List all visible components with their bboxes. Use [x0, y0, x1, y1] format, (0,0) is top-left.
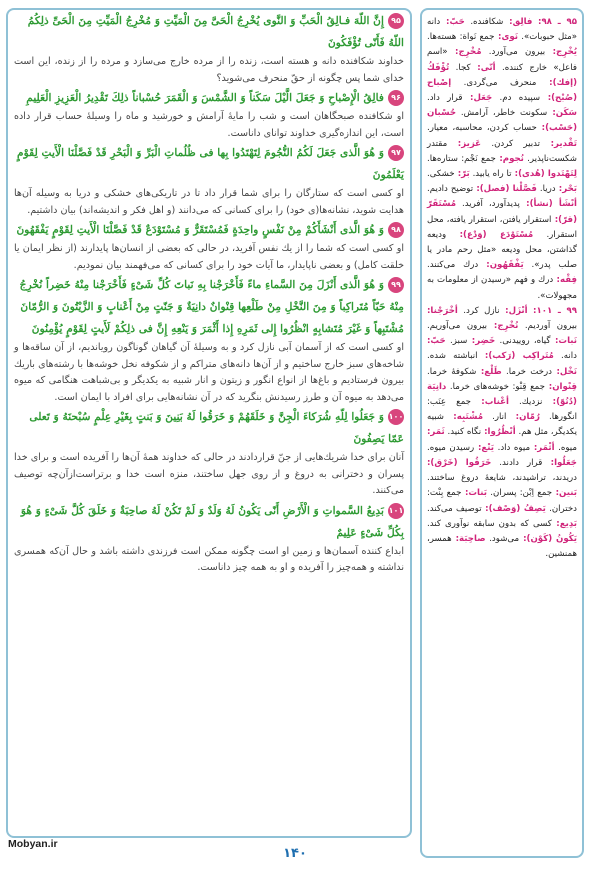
- vocab-definition: جمع بِنْت: دختران.: [427, 488, 578, 514]
- vocab-definition: بيرون مى‌آوريم.: [427, 321, 488, 332]
- vocab-word: خَضِر:: [467, 336, 496, 347]
- vocab-definition: دانه.: [553, 351, 577, 362]
- vocab-definition: توضيح داديم.: [427, 184, 474, 195]
- verse-number-badge: ۹۵: [388, 13, 404, 29]
- vocab-definition: همسر، همنشين.: [427, 533, 577, 560]
- verse-translation: خداوند شكافنده دانه و هسته است، زنده را از مرده خارج مى‌سازد و مرده را از زنده، اين است خداى شما پس چگونه از حقّ منحرف مى‌شويد؟: [14, 56, 404, 84]
- vocab-definition: دريا.: [536, 184, 556, 195]
- vocab-definition: تا راه يابيد.: [469, 169, 512, 180]
- vocab-definition: مى‌شود.: [485, 533, 520, 544]
- vocab-word: أنْظُرُوا:: [481, 427, 516, 438]
- verse-number-badge: ۹۹: [388, 277, 404, 293]
- vocab-word: فِقْه:: [553, 275, 578, 286]
- vocab-word: عَزيز:: [447, 138, 482, 149]
- vocab-word: أخْرَجْنا:: [427, 305, 458, 316]
- vocab-definition: گياه، روييدنى.: [495, 336, 551, 347]
- vocab-word: أنْشَأ (نشأ):: [519, 199, 577, 210]
- verse-arabic-text: وَ هُوَ الَّذى أَنْشَأَكُمْ مِنْ نَفْسٍ واحِدَةٍ فَمُسْتَقَرٌّ وَ مُسْتَوْدَعٌ قَدْ فَصَّلْنَا الْأَيتِ لِقَوْمٍ يَفْقَهُونَ: [16, 223, 384, 236]
- vocab-word: يَصِفُ (وَصْف):: [481, 503, 546, 514]
- verse-arabic-text: وَ هُوَ الَّذى جَعَلَ لَكُمُ النُّجُومَ لِتَهْتَدُوا بِها فى ظُلُماتِ الْبَرِّ وَ الْبَحْرِ قَدْ فَصَّلْنَا الْأَيتِ لِقَوْمٍ يَعْلَمُونَ: [17, 146, 404, 181]
- vocab-definition: نزديك.: [508, 397, 543, 408]
- verse-arabic-text: إِنَّ اللّهَ فـالِقُ الْحَبِّ وَ النَّوى يُخْرِجُ الْحَىَّ مِنَ الْمَيِّتِ وَ مُخْرِجُ الْمَيِّتِ مِنَ الْحَىِّ ذلِكُمُ اللّهُ فَأَنّى تُؤْفَكُونَ: [27, 14, 404, 49]
- vocab-word: نَبات:: [550, 336, 578, 347]
- vocab-word: إصْباح (صُبْح):: [427, 77, 577, 104]
- vocab-definition: نازل كرد.: [457, 305, 500, 316]
- vocab-definition: جمع نَواة: هسته‌ها.: [427, 32, 495, 43]
- vocab-word: نُخْرِج:: [487, 321, 519, 332]
- vocab-definition: درك مى‌كنند.: [427, 260, 479, 271]
- vocab-definition: دريدند، تراشيدند، شايعهٔ دروغ ساختند.: [427, 473, 577, 484]
- vocab-definition: نگاه كنيد.: [444, 427, 482, 438]
- vocab-definition: بيرون آورديم.: [518, 321, 577, 332]
- vocabulary-section-1: [427, 15, 577, 304]
- verse-number-badge: ۱۰۰: [388, 409, 404, 425]
- vocab-definition: سبز.: [445, 336, 468, 347]
- vocabulary-section-heading: ۹۵ ـ ۹۸:: [538, 17, 578, 27]
- vocab-definition: مقتدر شكست‌ناپذير.: [427, 138, 577, 164]
- vocab-definition: بيرون مى‌آورد.: [481, 47, 546, 58]
- vocab-word: بَدِيع:: [551, 518, 578, 529]
- vocab-definition: جمع نَجْم: ستاره‌ها.: [427, 153, 496, 164]
- verse-arabic-text: بَدِيعُ السَّمواتِ وَ الْأَرْضِ أَنّى يَكُونُ لَهُ وَلَدٌ وَ لَمْ تَكُنْ لَهُ صاحِبَةٌ وَ خَلَقَ كُلَّ شَىْءٍ وَ هُوَ بِكُلِّ شَىْءٍ عَلِيمٌ: [20, 503, 404, 539]
- vocab-definition: انباشته شده.: [427, 351, 478, 362]
- vocab-definition: درخت خرما.: [501, 366, 552, 377]
- vocab-definition: ميوه.: [554, 442, 577, 453]
- vocab-word: حَبّ:: [440, 17, 465, 27]
- vocab-definition: جمع عِنَب: انگورها.: [427, 397, 577, 423]
- vocabulary-section-2: [427, 304, 577, 562]
- vocab-word: بَنين:: [552, 488, 578, 499]
- vocab-definition: دانه «مثل حبوبات».: [427, 17, 578, 43]
- vocab-word: بَرّ:: [454, 169, 470, 180]
- verse-translation: او كسى است كه ستارگان را براى شما قرار داد تا در تاريكى‌هاى خشكى و دريا به وسيله آن‌ها هدايت شويد، نشانه‌ها(ى خود) را براى كسانى كه مى‌دانند (و اهل فكر و انديشه‌اند) بيان داشتيم.: [14, 188, 404, 216]
- verse-arabic-text: فالِقُ الْإِصْباحِ وَ جَعَلَ الَّيْلَ سَكَناً وَ الشَّمْسَ وَ الْقَمَرَ حُسْباناً ذلِكَ تَقْدِيرُ الْعَزِيزِ الْعَلِيمِ: [26, 91, 384, 104]
- vocab-definition: قرار دادند.: [491, 457, 543, 468]
- vocab-definition: حساب كردن، محاسبه، معيار.: [427, 123, 537, 134]
- vocab-word: حَبّ:: [427, 336, 446, 347]
- vocab-definition: منحرف مى‌گردى.: [451, 77, 537, 88]
- verse-number-badge: ۹۸: [388, 222, 404, 238]
- verse-98: [14, 219, 404, 274]
- vocab-word: أعْناب:: [470, 397, 509, 408]
- vocab-definition: توصيف مى‌كند.: [427, 503, 482, 514]
- vocab-word: بَنات:: [461, 488, 487, 499]
- vocab-definition: كسى كه بدون سابقه نوآورى كند.: [427, 518, 552, 529]
- vocab-definition: رسيدن ميوه.: [427, 442, 475, 453]
- vocab-word: جَعَل:: [462, 93, 493, 104]
- verse-101: [14, 500, 404, 577]
- vocab-word: أنّى:: [470, 62, 496, 73]
- vocab-definition: شكوفهٔ خرما.: [427, 366, 477, 377]
- vocab-word: نَوى:: [494, 32, 518, 43]
- vocab-definition: سپيده دم.: [492, 93, 541, 104]
- verse-97: [14, 142, 404, 219]
- vocab-word: مُسْتَوْدَع (وَدْع):: [446, 229, 534, 240]
- vocab-definition: شكافنده.: [464, 17, 504, 27]
- vocab-definition: وديعه گذاشتن، محل وديعه «مثل رحم مادر يا صلب پدر».: [427, 229, 578, 271]
- verse-arabic-text: وَ جَعَلُوا لِلّهِ شُرَكاءَ الْجِنَّ وَ خَلَقَهُمْ وَ خَرَقُوا لَهُ بَنِينَ وَ بَنتٍ بِغَيْرِ عِلْمٍ سُبْحنَهُ وَ تَعلى عَمّا يَصِفُونَ: [29, 410, 404, 445]
- vocab-definition: «اسم فاعل» خارج كننده.: [427, 47, 577, 73]
- vocab-definition: ميوه داد.: [494, 442, 531, 453]
- vocab-word: يَكُونُ (كَوْن):: [519, 533, 578, 544]
- vocab-word: ثَمَر:: [427, 427, 445, 438]
- vocab-definition: جمع اِبْن: پسران.: [487, 488, 553, 499]
- vocab-word: مُسْتَقَرّ (قرّ):: [427, 199, 577, 225]
- vocab-word: أثْمَر:: [530, 442, 555, 453]
- vocab-word: تُؤْفَكُ (إفك):: [427, 62, 577, 88]
- vocab-word: فالِق:: [503, 17, 533, 27]
- vocab-word: يُخْرِج:: [545, 47, 577, 58]
- vocabulary-entries: [427, 306, 577, 559]
- vocab-word: حُسْبان (حَسْب):: [427, 108, 577, 134]
- page-number: ۱۴۰: [283, 846, 307, 861]
- verse-translation: او كسى است كه از آسمان آبى نازل كرد و به وسيلهٔ آن گياهان گوناگون روياندیم، از آن ساقه‌ها و شاخه‌هاى سبز خارج ساختیم و از آن‌ها دانه‌هاى متراكم و از شكوفه نخل خوشه‌ها با رشته‌هاى باريك بيرون فرستاديم و باغ‌ها از انواع انگور و زيتون و انار شبيه به يكديگر و بى‌شباهت هنگامى كه ميوه مى‌دهد به ميوه آن و طرز رسيدنش بنگريد كه در آن نشانه‌هايى براى افراد با ايمان است.: [14, 342, 404, 403]
- vocab-definition: استقرار يافتن، استقرار يافته، محل استقرار.: [427, 214, 577, 240]
- verse-arabic-text: وَ هُوَ الَّذى أَنْزَلَ مِنَ السَّماءِ ماءً فَأَخْرَجْنا بِهِ نَباتَ كُلِّ شَىْءٍ فَأَخْرَجْنا مِنْهُ خَضِراً نُخْرِجُ مِنْهُ حَبّاً مُتَراكِباً وَ مِنَ النَّخْلِ مِنْ طَلْعِها قِنْوانٌ دانِيَةٌ وَ جَنّتٍ مِنْ أَعْنابٍ وَ الزَّيْتُونَ وَ الرُّمّانَ مُشْتَبِهاً وَ غَيْرَ مُتَشابِهٍ انْظُرُوا إِلى ثَمَرِهِ إِذا أَثْمَرَ وَ يَنْعِهِ إِنَّ فى ذلِكُمْ لَأَيتٍ لِقَوْمٍ يُؤْمِنُونَ: [19, 278, 404, 335]
- vocab-word: لِتَهْتَدوا (هُدى):: [511, 169, 577, 180]
- verse-translation: ابداع كننده آسمان‌ها و زمين او است چگونه ممكن است فرزندى داشته باشد و حال آن‌كه همسرى نداشته و همه‌چيز را آفريده و او به همه چيز داناست.: [14, 545, 404, 573]
- verse-100: [14, 406, 404, 500]
- vocab-word: دانِيَة (دُنُوّ):: [427, 381, 577, 408]
- verse-translation: او شكافنده صبحگاهان است و شب را مايهٔ آرامش و خورشيد و ماه را وسيلهٔ حساب قرار داده است، اين اندازه‌گيرى خداوند تواناى داناست.: [14, 111, 404, 139]
- vocab-word: صاحِبَة:: [451, 533, 486, 544]
- verse-number-badge: ۹۷: [388, 145, 404, 161]
- vocab-word: جَعَلُوا:: [542, 457, 577, 468]
- vocab-word: رُمّان:: [506, 412, 540, 423]
- vocab-definition: انار.: [483, 412, 507, 423]
- vocab-word: نَخْل:: [551, 366, 577, 377]
- vocab-word: قِنْوان:: [544, 381, 578, 392]
- vocab-definition: خشكى.: [427, 169, 455, 180]
- verse-number-badge: ۹۶: [388, 90, 404, 106]
- vocabulary-list: [427, 15, 577, 851]
- vocab-word: مُخْرِج:: [447, 47, 482, 58]
- verse-96: [14, 87, 404, 142]
- vocab-word: خَرَقُوا (خَرْق):: [427, 457, 492, 468]
- vocab-definition: درك و فهم «رسيدن از معلومات به مجهولات».: [427, 275, 577, 301]
- verse-translation: آنان براى خدا شريك‌هايى از جنّ قراردادند در حالى كه خداوند همهٔ آن‌ها را آفريده است و براى خدا پسران و دخترانى به دروغ و از روى جهل ساختند، منزه است خدا و برتراست‌از‌آن‌چه توصيف مى‌كنند.: [14, 452, 404, 496]
- vocab-definition: سكونت خاطر، آرامش.: [456, 108, 548, 119]
- vocab-definition: پديدآورد، آفريد.: [456, 199, 520, 210]
- verse-95: [14, 10, 404, 87]
- vocab-definition: تدبير كردن.: [481, 138, 541, 149]
- vocab-word: تَقْدير:: [540, 138, 577, 149]
- vocab-word: فَصَّلْنا (فصل):: [473, 184, 537, 195]
- vocabulary-panel: [420, 8, 584, 858]
- site-watermark: Mobyan.ir: [8, 838, 58, 850]
- vocab-word: سَكَن:: [547, 108, 577, 119]
- vocab-word: مُشْتَبِه:: [444, 412, 484, 423]
- vocab-word: طَلْع:: [476, 366, 502, 377]
- vocab-word: نُجوم:: [495, 153, 524, 164]
- vocab-word: يَفْقَهُون:: [478, 260, 524, 271]
- verse-99: [14, 274, 404, 406]
- vocab-word: أنْزَل:: [499, 305, 528, 316]
- vocabulary-entries: [427, 17, 577, 301]
- vocab-definition: جمع قِنْو: خوشه‌هاى خرما.: [446, 381, 545, 392]
- vocab-word: بَحْر:: [555, 184, 578, 195]
- verse-translation: او كسى است كه شما را از يك نفس آفريد، در حالى كه بعضى از انسان‌ها پايدارند (از نظر ايمان يا خلقت كامل) و بعضى ناپايدار، ما آيات خود را براى كسانى كه مى‌فهمند بيان نموديم.: [14, 243, 404, 271]
- vocab-definition: شبيه يكديگر، مثل هم.: [427, 412, 578, 438]
- vocab-definition: كجا.: [449, 62, 471, 73]
- vocab-definition: قرار داد.: [427, 93, 463, 104]
- vocabulary-section-heading: ۹۹ ـ ۱۰۱:: [533, 305, 577, 316]
- vocab-word: يَنْع:: [474, 442, 495, 453]
- verses-list: [14, 10, 404, 832]
- verse-number-badge: ۱۰۱: [388, 503, 404, 519]
- vocab-word: مُتَراكِب (رَكب):: [477, 351, 554, 362]
- verses-panel: [6, 8, 412, 838]
